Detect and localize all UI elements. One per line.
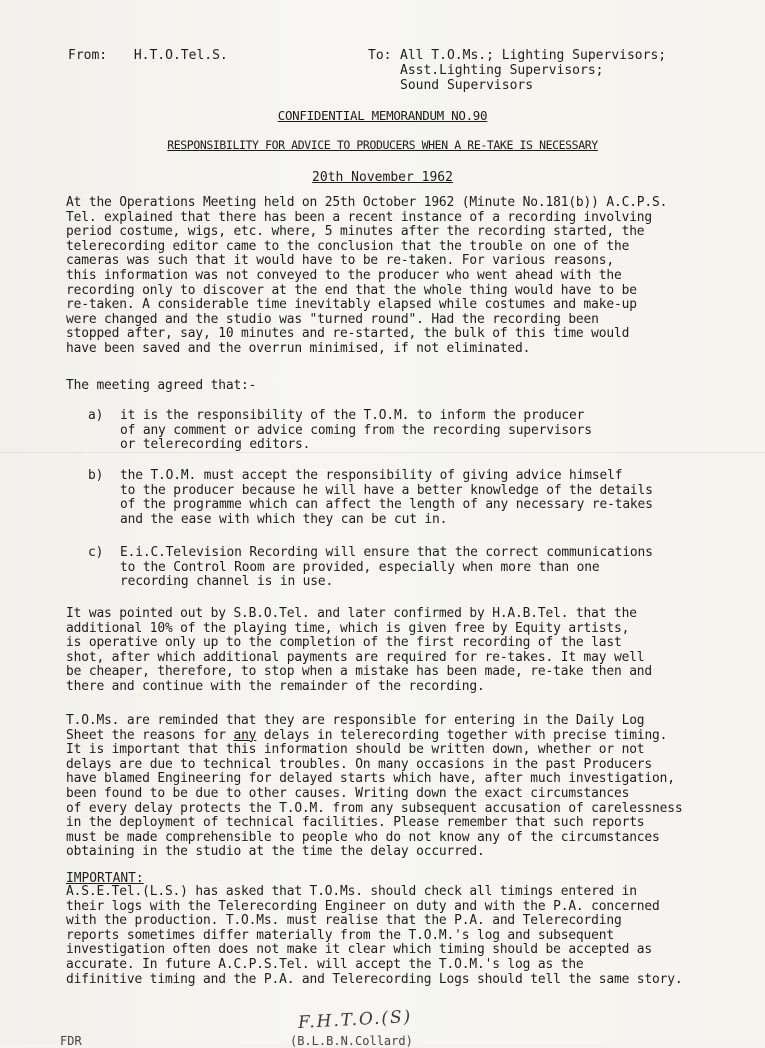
- text-line: additional 10% of the playing time, which is given free by Equity artists,: [66, 620, 630, 636]
- paragraph-3: [66, 607, 678, 695]
- header-to: [368, 48, 666, 93]
- text-fragment: delays in telerecording together with precise timing.: [256, 727, 668, 743]
- from-value: H.T.O.Tel.S.: [133, 48, 228, 63]
- text-line: have been saved and the overrun minimised, if not eliminated.: [66, 340, 531, 356]
- text-line: were changed and the studio was "turned round". Had the recording been: [66, 311, 599, 327]
- item-marker: a): [88, 408, 104, 423]
- text-line: the T.O.M. must accept the responsibility of giving advice himself: [120, 468, 623, 483]
- text-line: of the programme which can affect the length of any necessary re-takes: [120, 497, 653, 513]
- memo-title: CONFIDENTIAL MEMORANDUM NO.90: [277, 108, 488, 123]
- to-label: To:: [368, 48, 392, 63]
- text-line: investigation often does not make it clear which timing should be accepted as: [66, 942, 653, 958]
- text-line: stopped after, say, 10 minutes and re-started, the bulk of this time would: [66, 326, 630, 342]
- text-line: delays are due to technical troubles. On many occasions in the past Producers: [66, 756, 653, 772]
- text-line: it is the responsibility of the T.O.M. to inform the producer: [120, 408, 585, 423]
- text-line: of every delay protects the T.O.M. from any subsequent accusation of carelessness: [66, 800, 683, 816]
- from-label: From:: [68, 48, 108, 63]
- text-line: obtaining in the studio at the time the delay occurred.: [66, 844, 485, 860]
- text-line: It is important that this information should be written down, whether or not: [66, 742, 645, 758]
- text-line: there and continue with the remainder of the recording.: [66, 678, 485, 694]
- underlined-word: any: [233, 727, 257, 743]
- agreement-item-b: [88, 469, 688, 527]
- text-line: accurate. In future A.C.P.S.Tel. will accept the T.O.M.'s log as the: [66, 956, 584, 972]
- text-line: At the Operations Meeting held on 25th October 1962 (Minute No.181(b)) A.C.P.S.: [66, 195, 668, 210]
- memo-subject: RESPONSIBILITY FOR ADVICE TO PRODUCERS WHEN A RE-TAKE IS NECESSARY: [167, 138, 598, 152]
- text-line: to the producer because he will have a better knowledge of the details: [120, 482, 653, 498]
- text-line: of any comment or advice coming from the recording supervisors: [120, 422, 592, 438]
- paragraph-4: [66, 713, 683, 860]
- text-line: E.i.C.Television Recording will ensure that the correct communications: [120, 545, 653, 560]
- text-line: Tel. explained that there has been a recent instance of a recording involving: [66, 209, 653, 225]
- text-line: this information was not conveyed to the producer who went ahead with the: [66, 267, 622, 283]
- memo-date: 20th November 1962: [312, 170, 453, 185]
- text-line: or telerecording editors.: [120, 437, 311, 453]
- text-line: be cheaper, therefore, to stop when a mistake has been made, re-take then and: [66, 664, 653, 680]
- text-line: and the ease with which they can be cut in.: [120, 511, 448, 527]
- text-line: re-taken. A considerable time inevitably elapsed while costumes and make-up: [66, 297, 637, 313]
- text-line: to the Control Room are provided, especially when more than one: [120, 559, 600, 575]
- text-line: T.O.Ms. are reminded that they are responsible for entering in the Daily Log: [66, 713, 645, 728]
- paragraph-1: [66, 196, 678, 357]
- text-line: must be made comprehensible to people who do not know any of the circumstances: [66, 829, 660, 845]
- text-line: shot, after which additional payments are required for re-takes. It may well: [66, 649, 645, 665]
- text-line: reports sometimes differ materially from the T.O.M.'s log and subsequent: [66, 927, 614, 943]
- text-line: telerecording editor came to the conclusion that the trouble on one of the: [66, 238, 630, 254]
- text-line: It was pointed out by S.B.O.Tel. and later confirmed by H.A.B.Tel. that the: [66, 606, 637, 621]
- text-line: in the deployment of technical facilities. Please remember that such reports: [66, 815, 645, 831]
- text-line: difinitive timing and the P.A. and Telerecording Logs should tell the same story.: [66, 971, 683, 987]
- to-line: Asst.Lighting Supervisors;: [400, 63, 604, 78]
- text-line: recording only to discover at the end that the whole thing would have to be: [66, 282, 637, 298]
- text-line: A.S.E.Tel.(L.S.) has asked that T.O.Ms. should check all timings entered in: [66, 884, 637, 899]
- item-marker: c): [88, 545, 104, 560]
- paragraph-5: [66, 884, 683, 987]
- text-line: recording channel is in use.: [120, 574, 334, 590]
- text-line: period costume, wigs, etc. where, 5 minutes after the recording started, the: [66, 224, 645, 240]
- text-line: is operative only up to the completion of the first recording of the last: [66, 635, 622, 651]
- text-line: their logs with the Telerecording Engineer on duty and with the P.A. concerned: [66, 898, 660, 914]
- text-fragment: Sheet the reasons for: [66, 727, 234, 743]
- item-marker: b): [88, 468, 104, 483]
- agreement-item-c: [88, 546, 688, 590]
- text-line: [66, 729, 678, 744]
- text-line: been found to be due to other causes. Writing down the exact circumstances: [66, 785, 630, 801]
- text-line: with the production. T.O.Ms. must realise that the P.A. and Telerecording: [66, 913, 622, 929]
- agreement-item-a: [88, 409, 688, 453]
- important-heading: IMPORTANT:: [66, 871, 144, 886]
- text-line: cameras was such that it would have to be re-taken. For various reasons,: [66, 253, 614, 269]
- header-from: [68, 48, 228, 63]
- footer-reference: FDR: [60, 1034, 82, 1048]
- agreed-intro: The meeting agreed that:-: [66, 378, 257, 393]
- text-line: have blamed Engineering for delayed starts which have, after much investigation,: [66, 771, 675, 787]
- to-line: All T.O.Ms.; Lighting Supervisors;: [400, 48, 667, 63]
- footer-signatory: (B.L.B.N.Collard): [290, 1034, 413, 1048]
- to-line: Sound Supervisors: [400, 78, 534, 93]
- handwritten-note: F.H.T.O.(S): [297, 1007, 413, 1033]
